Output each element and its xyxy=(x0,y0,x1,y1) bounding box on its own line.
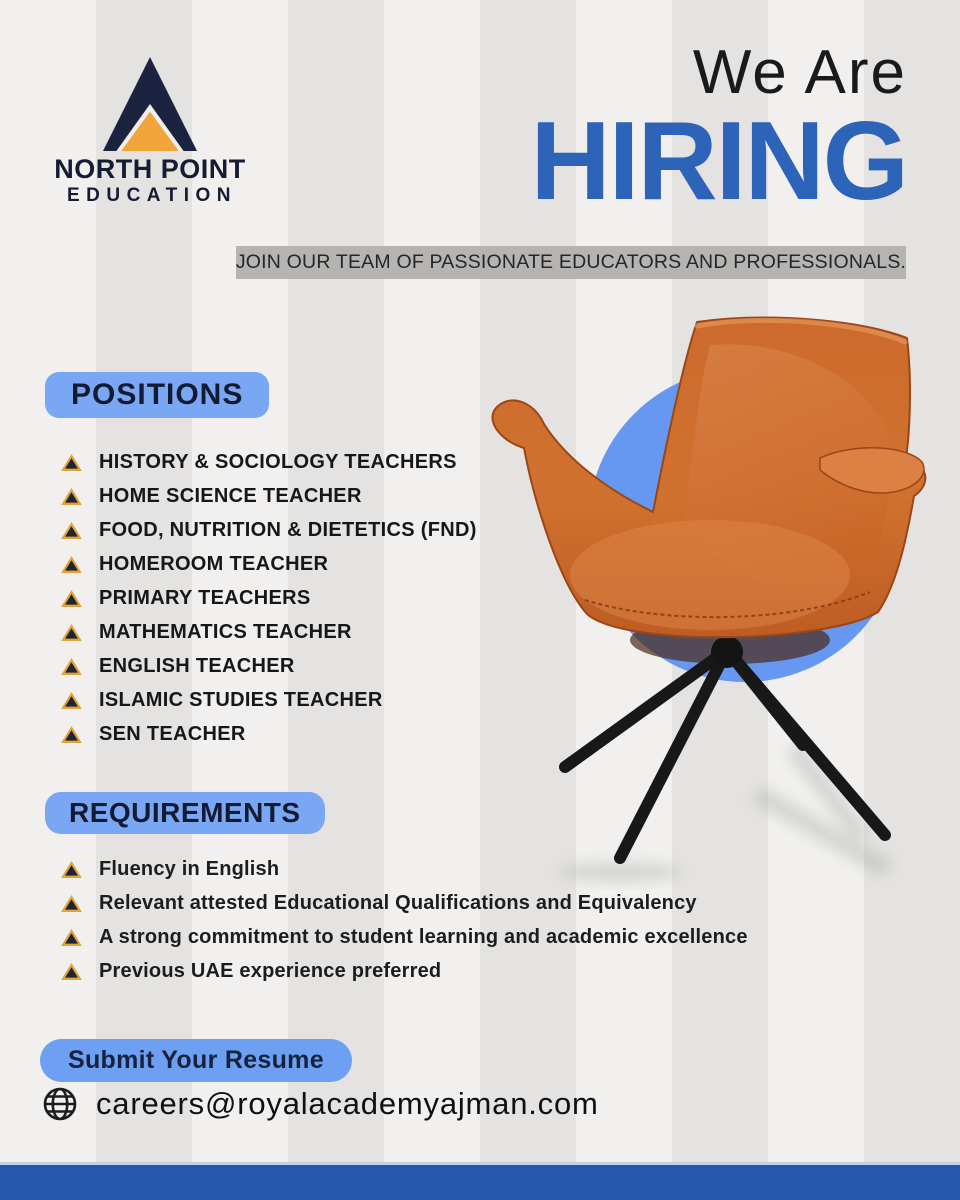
list-item xyxy=(45,445,477,479)
list-item xyxy=(45,513,477,547)
triangle-bullet-icon xyxy=(61,624,82,641)
position-label: HOMEROOM TEACHER xyxy=(99,552,329,575)
contact-row xyxy=(42,1086,599,1122)
list-item xyxy=(45,479,477,513)
triangle-bullet-icon xyxy=(61,556,82,573)
triangle-bullet-icon xyxy=(61,454,82,471)
triangle-bullet-icon xyxy=(61,522,82,539)
requirements-list xyxy=(45,852,748,988)
triangle-bullet-icon xyxy=(61,963,82,980)
hero-pre-title: We Are xyxy=(692,38,907,107)
triangle-bullet-icon xyxy=(61,895,82,912)
position-label: HOME SCIENCE TEACHER xyxy=(99,484,362,507)
list-item xyxy=(45,581,477,615)
list-item xyxy=(45,886,748,920)
list-item xyxy=(45,547,477,581)
list-item xyxy=(45,920,748,954)
globe-icon xyxy=(42,1086,78,1122)
footer-bar xyxy=(0,1162,960,1200)
submit-resume-button[interactable]: Submit Your Resume xyxy=(40,1039,352,1082)
positions-heading: POSITIONS xyxy=(45,372,269,418)
triangle-bullet-icon xyxy=(61,658,82,675)
requirements-section xyxy=(45,792,748,988)
requirements-heading: REQUIREMENTS xyxy=(45,792,325,834)
hero-heading xyxy=(530,38,908,224)
requirement-label: Fluency in English xyxy=(99,857,280,880)
brand-logo xyxy=(45,56,255,208)
email-link[interactable]: careers@royalacademyajman.com xyxy=(96,1086,599,1121)
hero-title: HIRING xyxy=(530,99,907,224)
position-label: HISTORY & SOCIOLOGY TEACHERS xyxy=(99,450,457,473)
triangle-bullet-icon xyxy=(61,590,82,607)
requirement-label: A strong commitment to student learning and academic excellence xyxy=(99,925,748,948)
triangle-bullet-icon xyxy=(61,488,82,505)
position-label: ISLAMIC STUDIES TEACHER xyxy=(99,688,383,711)
position-label: FOOD, NUTRITION & DIETETICS (FND) xyxy=(99,518,477,541)
triangle-bullet-icon xyxy=(61,861,82,878)
list-item xyxy=(45,852,748,886)
list-item xyxy=(45,683,477,717)
list-item xyxy=(45,649,477,683)
list-item xyxy=(45,717,477,751)
brand-tagline: EDUCATION xyxy=(66,185,238,206)
positions-section xyxy=(45,372,477,751)
requirement-label: Relevant attested Educational Qualifications and Equivalency xyxy=(99,891,697,914)
triangle-bullet-icon xyxy=(61,692,82,709)
chair-shell xyxy=(492,318,925,638)
position-label: MATHEMATICS TEACHER xyxy=(99,620,352,643)
triangle-bullet-icon xyxy=(61,929,82,946)
requirement-label: Previous UAE experience preferred xyxy=(99,959,442,982)
mountain-triangle-logo-icon xyxy=(102,56,198,152)
position-label: PRIMARY TEACHERS xyxy=(99,586,311,609)
list-item xyxy=(45,954,748,988)
position-label: SEN TEACHER xyxy=(99,722,246,745)
triangle-bullet-icon xyxy=(61,726,82,743)
hero-banner: JOIN OUR TEAM OF PASSIONATE EDUCATORS AND PROFESSIONALS. xyxy=(236,246,906,279)
list-item xyxy=(45,615,477,649)
positions-list xyxy=(45,445,477,751)
position-label: ENGLISH TEACHER xyxy=(99,654,295,677)
brand-name: NORTH POINT xyxy=(54,154,246,184)
